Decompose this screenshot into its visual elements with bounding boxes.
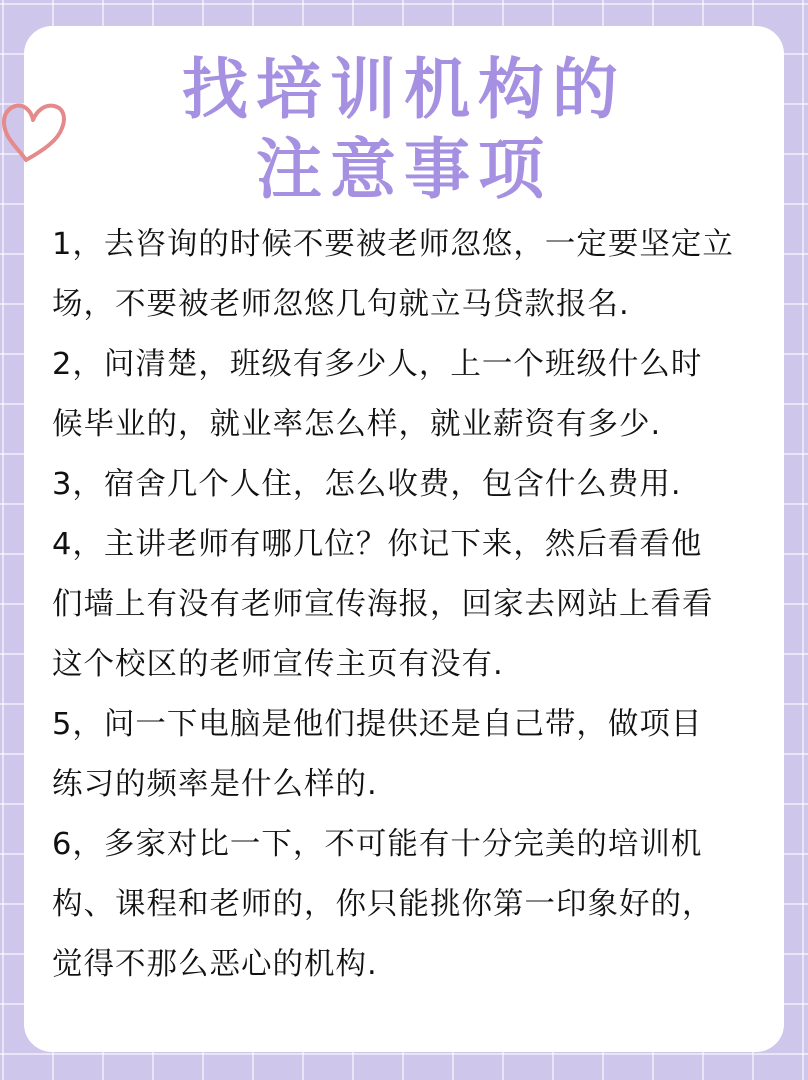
tip-line: 候毕业的，就业率怎么样，就业薪资有多少.: [52, 407, 662, 442]
tip-item-6: [52, 815, 767, 995]
page-title: [24, 50, 784, 210]
title-line-2: 注意事项: [256, 131, 552, 208]
tip-line: 4，主讲老师有哪几位？你记下来，然后看看他: [52, 527, 703, 562]
tip-line: 1，去咨询的时候不要被老师忽悠，一定要坚定立: [52, 227, 734, 262]
title-line-1: 找培训机构的: [182, 51, 626, 128]
tips-list: [52, 215, 767, 995]
tip-item-4: [52, 515, 767, 695]
tip-item-3: [52, 455, 767, 515]
tip-line: 这个校区的老师宣传主页有没有.: [52, 647, 504, 682]
tip-line: 们墙上有没有老师宣传海报，回家去网站上看看: [52, 587, 714, 622]
tip-item-1: [52, 215, 767, 335]
tip-line: 构、课程和老师的，你只能挑你第一印象好的，: [52, 887, 714, 922]
tip-item-5: [52, 695, 767, 815]
tip-line: 6，多家对比一下，不可能有十分完美的培训机: [52, 827, 703, 862]
tip-line: 2，问清楚，班级有多少人，上一个班级什么时: [52, 347, 703, 382]
tip-line: 5，问一下电脑是他们提供还是自己带，做项目: [52, 707, 703, 742]
heart-outline-icon: [0, 100, 68, 164]
tip-line: 3，宿舍几个人住，怎么收费，包含什么费用.: [52, 467, 682, 502]
tip-line: 场，不要被老师忽悠几句就立马贷款报名.: [52, 287, 630, 322]
tip-item-2: [52, 335, 767, 455]
tip-line: 觉得不那么恶心的机构.: [52, 947, 378, 982]
tip-line: 练习的频率是什么样的.: [52, 767, 378, 802]
